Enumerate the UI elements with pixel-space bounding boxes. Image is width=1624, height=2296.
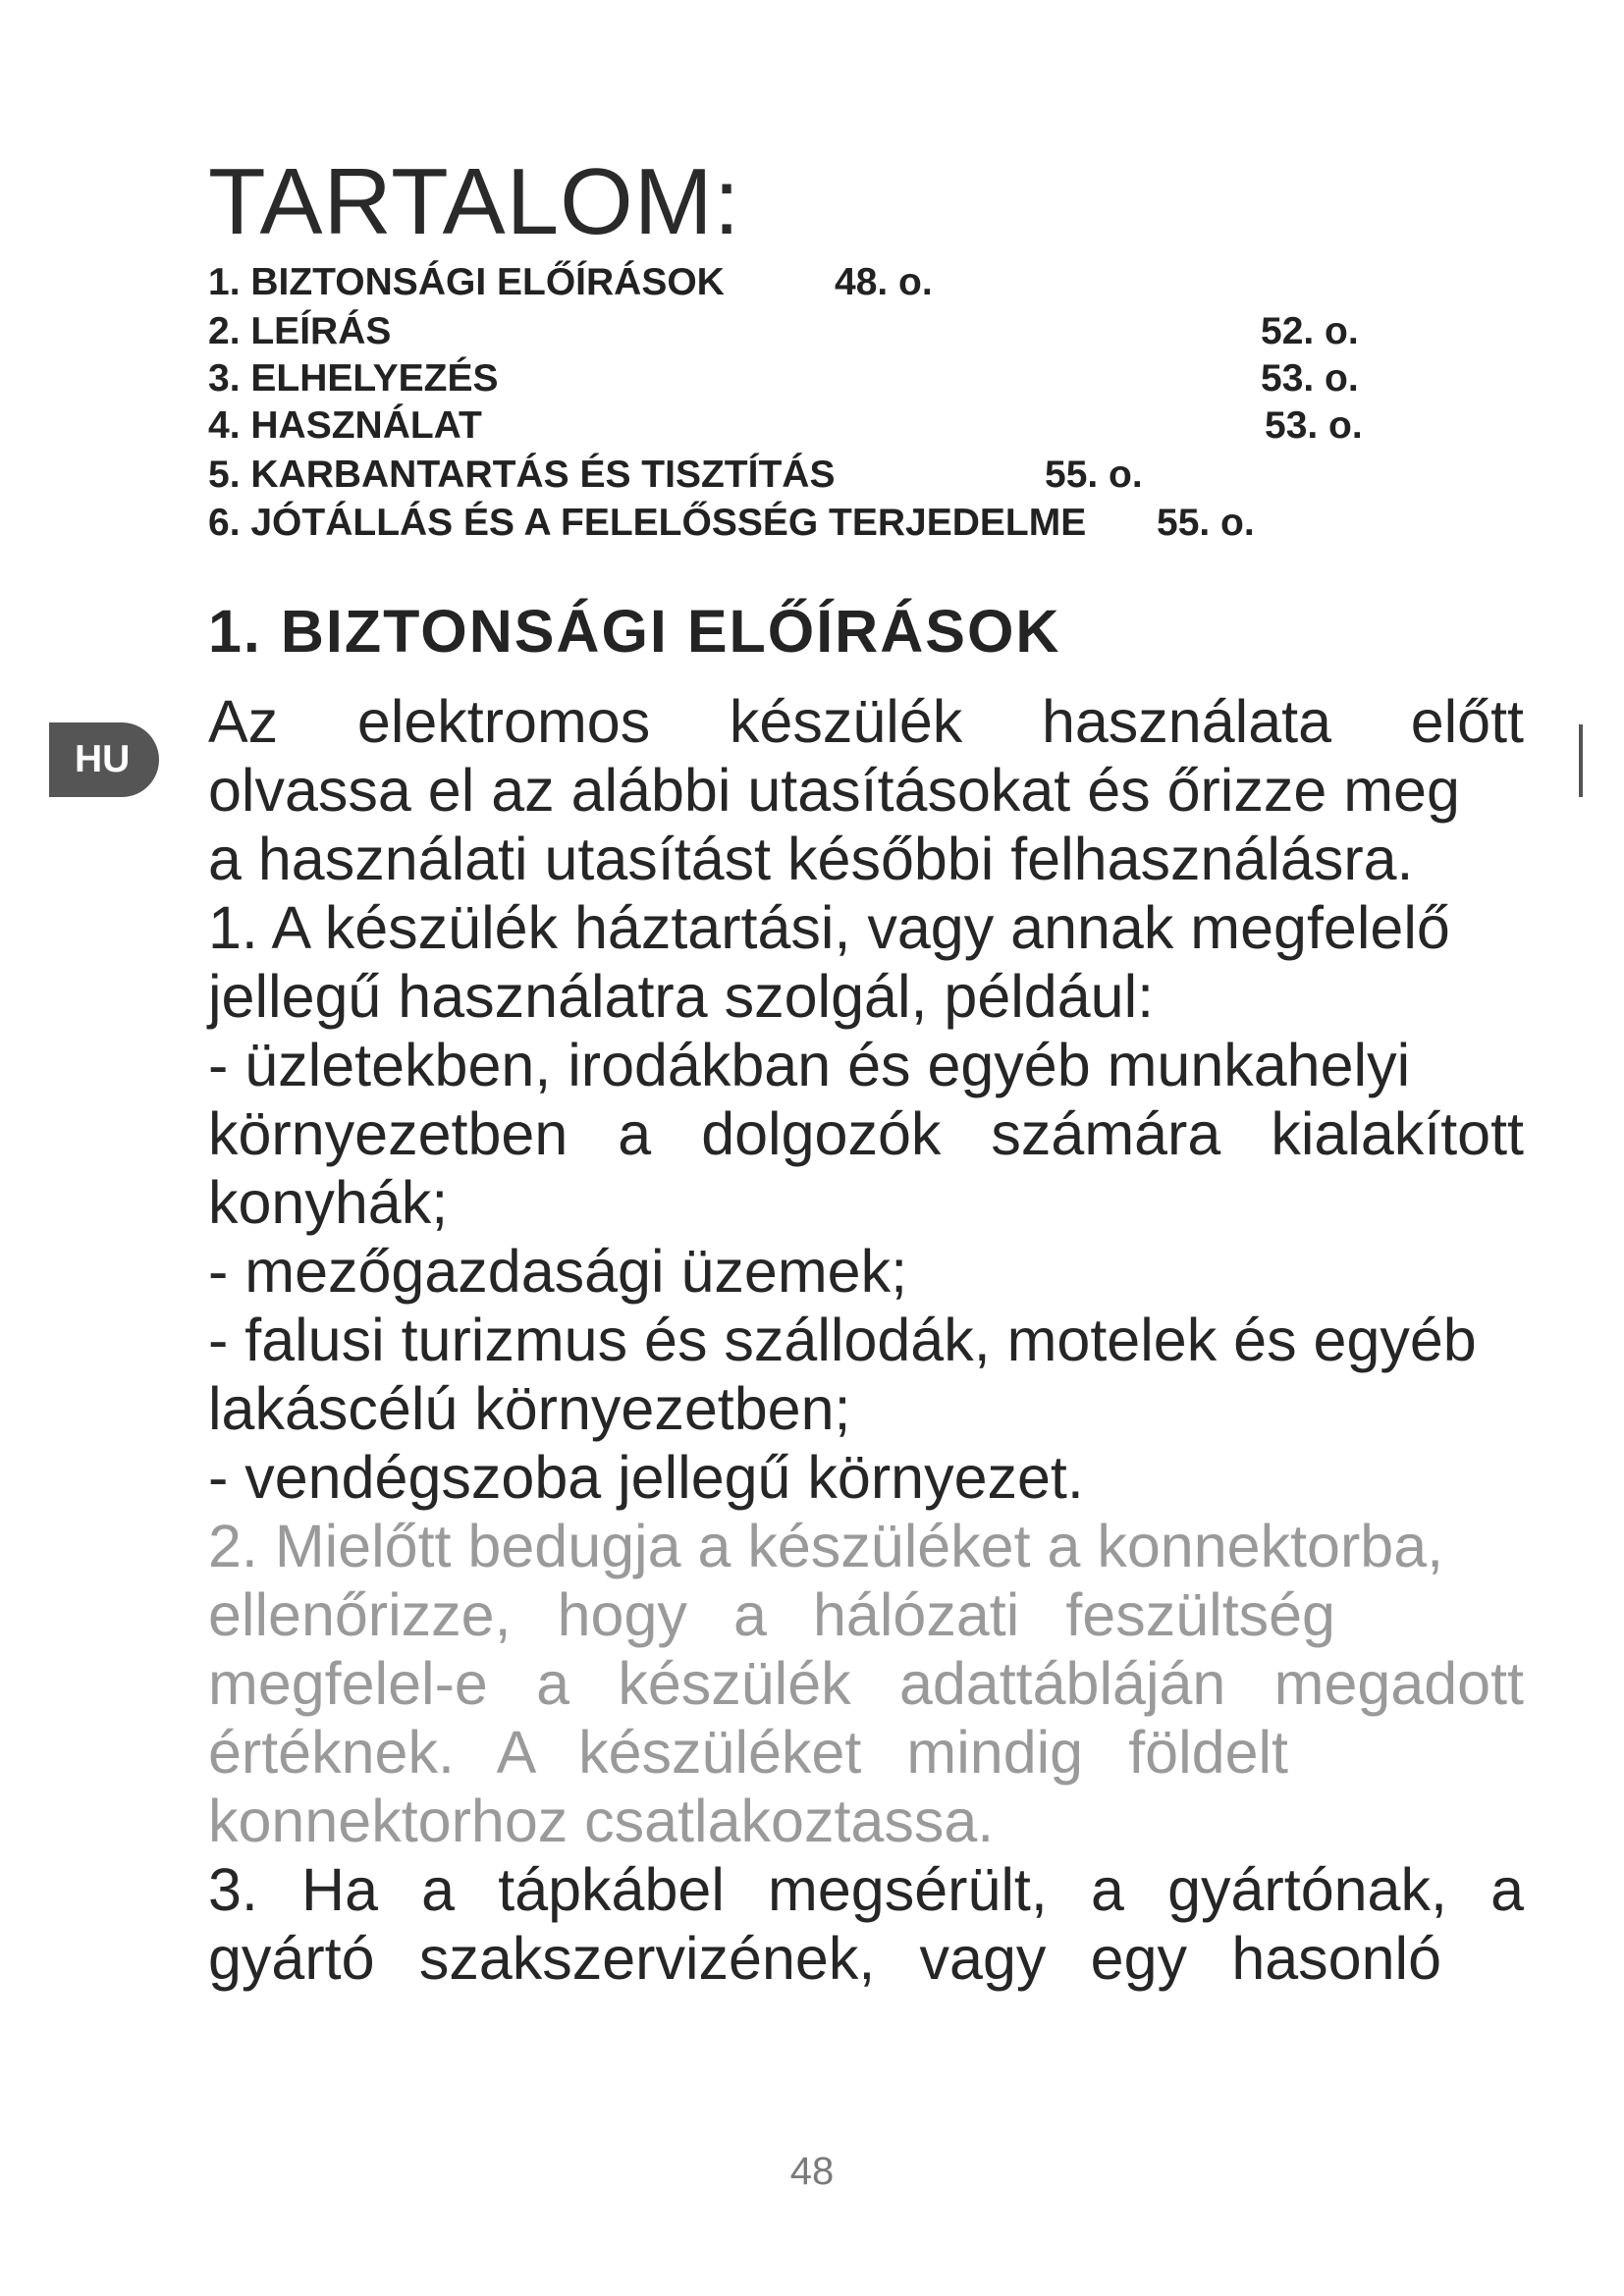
page-number: 48 (789, 2150, 835, 2193)
toc-item-3-label: 3. ELHELYEZÉS (208, 357, 499, 400)
body-line: - mezőgazdasági üzemek; (208, 1238, 908, 1305)
body-line: 2. Mielőtt bedugja a készüléket a konnektorba, (208, 1513, 1444, 1579)
body-line: - üzletekben, irodákban és egyéb munkahelyi (208, 1032, 1411, 1098)
body-line: konyhák; (208, 1169, 449, 1236)
toc-item-6-page: 55. o. (1157, 502, 1255, 544)
body-line: értéknek. A készüléket mindig földelt (208, 1719, 1288, 1786)
body-line: - vendégszoba jellegű környezet. (208, 1444, 1084, 1511)
toc-item-4-label: 4. HASZNÁLAT (208, 404, 482, 447)
table-of-contents (208, 263, 1386, 558)
body-line: 3. Ha a tápkábel megsérült, a gyártónak, a (208, 1856, 1524, 1923)
body-line: megfelel-e a készülék adattábláján megadott (208, 1650, 1524, 1717)
body-line: ellenőrizze, hogy a hálózati feszültség (208, 1581, 1335, 1648)
body-line: Az elektromos készülék használata előtt (208, 688, 1524, 755)
toc-item-5-page: 55. o. (1045, 454, 1143, 496)
toc-item-2-page: 52. o. (1261, 310, 1359, 352)
language-tab: HU (49, 722, 159, 797)
body-line: a használati utasítást későbbi felhasználásra. (208, 826, 1414, 892)
edge-marker (1579, 724, 1583, 797)
section-heading: 1. BIZTONSÁGI ELŐÍRÁSOK (208, 598, 1061, 665)
body-line: konnektorhoz csatlakoztassa. (208, 1788, 995, 1854)
toc-item-2-label: 2. LEÍRÁS (208, 310, 392, 352)
body-text (208, 687, 1524, 1993)
body-line: olvassa el az alábbi utasításokat és őrizze meg (208, 757, 1460, 824)
toc-item-1-label: 1. BIZTONSÁGI ELŐÍRÁSOK (208, 261, 725, 303)
body-line: - falusi turizmus és szállodák, motelek és egyéb (208, 1307, 1477, 1373)
body-line: gyártó szakszervizének, vagy egy hasonló (208, 1925, 1441, 1992)
toc-item-6-label: 6. JÓTÁLLÁS ÉS A FELELŐSSÉG TERJEDELME (208, 502, 1087, 544)
toc-item-5-label: 5. KARBANTARTÁS ÉS TISZTÍTÁS (208, 454, 836, 496)
body-line: környezetben a dolgozók számára kialakított (208, 1100, 1524, 1167)
page-title: TARTALOM: (208, 149, 741, 254)
toc-item-4-page: 53. o. (1265, 404, 1363, 447)
toc-item-1-page: 48. o. (835, 261, 933, 303)
body-line: jellegű használatra szolgál, például: (208, 963, 1155, 1030)
toc-item-3-page: 53. o. (1261, 357, 1359, 400)
body-line: 1. A készülék háztartási, vagy annak megfelelő (208, 894, 1450, 961)
body-line: lakáscélú környezetben; (208, 1375, 851, 1442)
